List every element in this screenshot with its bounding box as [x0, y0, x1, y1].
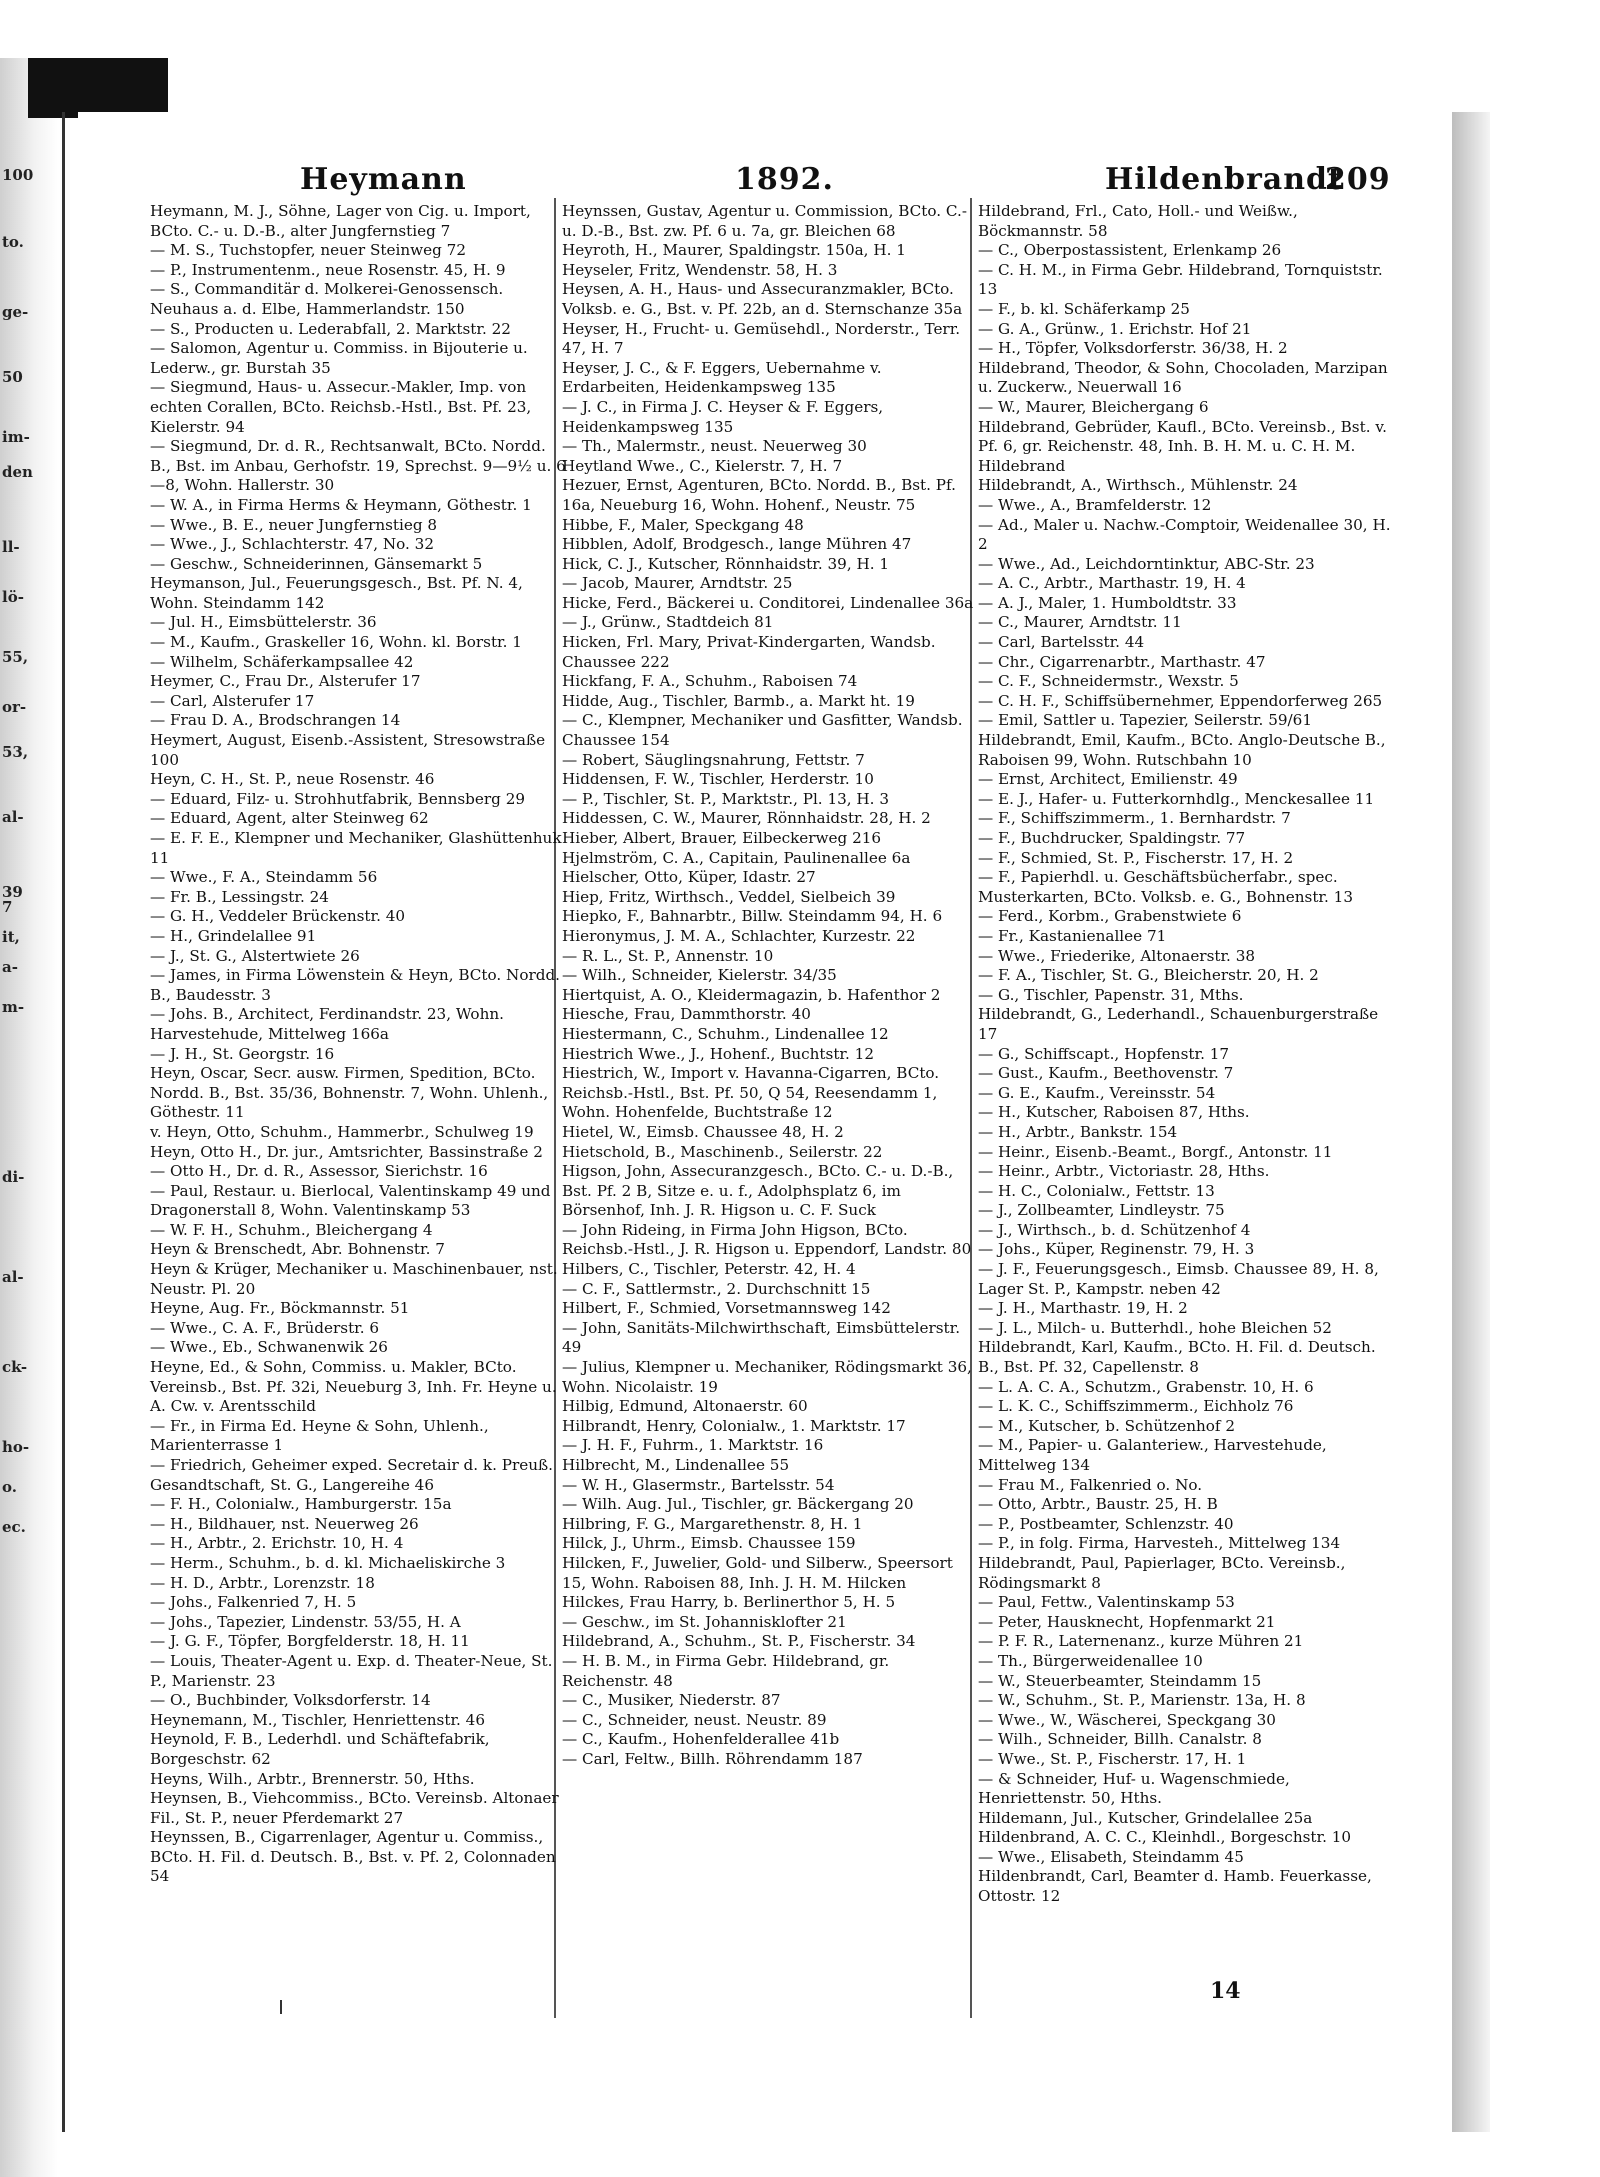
directory-entry: Hiesche, Frau, Dammthorstr. 40: [562, 1005, 811, 1024]
directory-entry: — F. A., Tischler, St. G., Bleicherstr. 20, H. 2: [978, 966, 1319, 985]
directory-entry: — Wwe., St. P., Fischerstr. 17, H. 1: [978, 1749, 1247, 1768]
directory-entry: — Wwe., J., Schlachterstr. 47, No. 32: [150, 535, 434, 554]
directory-entry: — G. A., Grünw., 1. Erichstr. Hof 21: [978, 319, 1252, 338]
directory-entry: — F., Schmied, St. P., Fischerstr. 17, H. 2: [978, 848, 1294, 867]
margin-fragment: al-: [2, 808, 24, 826]
margin-fragment: al-: [2, 1268, 24, 1286]
directory-entry: Heynsen, B., Viehcommiss., BCto. Vereinsb. Altonaer Fil., St. P., neuer Pferdemarkt 27: [150, 1789, 559, 1827]
margin-fragment: den: [2, 463, 33, 481]
directory-entry: — Wilh. Aug. Jul., Tischler, gr. Bäckergang 20: [562, 1495, 914, 1514]
directory-entry: Hibbe, F., Maler, Speckgang 48: [562, 515, 804, 534]
directory-entry: — L. K. C., Schiffszimmerm., Eichholz 76: [978, 1397, 1294, 1416]
directory-entry: — C., Kaufm., Hohenfelderallee 41b: [562, 1730, 840, 1749]
directory-entry: — Wwe., Ad., Leichdorntinktur, ABC-Str. 23: [978, 554, 1315, 573]
directory-entry: — P., in folg. Firma, Harvesteh., Mittelweg 134: [978, 1534, 1341, 1553]
directory-entry: — Frau D. A., Brodschrangen 14: [150, 711, 401, 730]
directory-entry: — Eduard, Filz- u. Strohhutfabrik, Bennsberg 29: [150, 789, 526, 808]
directory-entry: Hildebrand, A., Schuhm., St. P., Fischerstr. 34: [562, 1632, 916, 1651]
directory-entry: — F. H., Colonialw., Hamburgerstr. 15a: [150, 1495, 452, 1514]
margin-fragment: o.: [2, 1478, 17, 1496]
directory-entry: — Wwe., B. E., neuer Jungfernstieg 8: [150, 515, 438, 534]
directory-entry: Hick, C. J., Kutscher, Rönnhaidstr. 39, H. 1: [562, 554, 890, 573]
directory-entry: — Siegmund, Haus- u. Assecur.-Makler, Imp. von echten Corallen, BCto. Reichsb.-Hstl., Bst. Pf. 23, Kielerstr. 94: [150, 378, 532, 436]
directory-entry: Hiestrich, W., Import v. Havanna-Cigarren, BCto. Reichsb.-Hstl., Bst. Pf. 50, Q 54, Reesendamm 1, Wohn. Hohenfelde, Buchtstraße 12: [562, 1064, 940, 1122]
directory-entry: — Louis, Theater-Agent u. Exp. d. Theater-Neue, St. P., Marienstr. 23: [150, 1651, 553, 1690]
directory-entry: — G., Schiffscapt., Hopfenstr. 17: [978, 1044, 1230, 1063]
directory-entry: — C., Maurer, Arndtstr. 11: [978, 613, 1182, 632]
directory-entry: — Otto H., Dr. d. R., Assessor, Sierichstr. 16: [150, 1162, 488, 1181]
margin-fragment: im-: [2, 428, 30, 446]
directory-entry: — Fr., Kastanienallee 71: [978, 926, 1167, 945]
directory-entry: Hiddensen, F. W., Tischler, Herderstr. 10: [562, 770, 874, 789]
directory-entry: Hildebrand, Theodor, & Sohn, Chocoladen, Marzipan u. Zuckerw., Neuerwall 16: [978, 358, 1388, 397]
directory-entry: — J. H. F., Fuhrm., 1. Marktstr. 16: [562, 1436, 824, 1455]
directory-entry: — Johs. B., Architect, Ferdinandstr. 23, Wohn. Harvestehude, Mittelweg 166a: [150, 1005, 504, 1043]
directory-entry: — O., Buchbinder, Volksdorferstr. 14: [150, 1691, 431, 1710]
directory-entry: Hilbring, F. G., Margarethenstr. 8, H. 1: [562, 1514, 863, 1533]
directory-entry: Heyroth, H., Maurer, Spaldingstr. 150a, H. 1: [562, 241, 906, 260]
directory-entry: Hibblen, Adolf, Brodgesch., lange Mühren 47: [562, 535, 912, 554]
directory-entry: Heyser, J. C., & F. Eggers, Uebernahme v. Erdarbeiten, Heidenkampsweg 135: [562, 358, 882, 397]
directory-entry: — Fr., in Firma Ed. Heyne & Sohn, Uhlenh., Marienterrasse 1: [150, 1416, 489, 1455]
directory-entry: Heyn, Oscar, Secr. ausw. Firmen, Spedition, BCto. Nordd. B., Bst. 35/36, Bohnenstr. 7, Wohn. Uhlenh., Göthestr. 11: [150, 1064, 549, 1122]
directory-entry: — W. F. H., Schuhm., Bleichergang 4: [150, 1220, 433, 1239]
directory-entry: — G. H., Veddeler Brückenstr. 40: [150, 907, 406, 926]
directory-entry: — R. L., St. P., Annenstr. 10: [562, 946, 774, 965]
page-edge-shadow: [1452, 112, 1490, 2132]
directory-entry: Hildebrandt, G., Lederhandl., Schauenburgerstraße 17: [978, 1005, 1379, 1043]
directory-entry: — Wwe., C. A. F., Brüderstr. 6: [150, 1318, 380, 1337]
directory-entry: Hilbert, F., Schmied, Vorsetmannsweg 142: [562, 1299, 891, 1318]
directory-entry: Hietel, W., Eimsb. Chaussee 48, H. 2: [562, 1122, 844, 1141]
directory-column-1: [150, 202, 568, 1887]
directory-entry: — J. F., Feuerungsgesch., Eimsb. Chaussee 89, H. 8, Lager St. P., Kampstr. neben 42: [978, 1260, 1379, 1298]
directory-entry: — Johs., Küper, Reginenstr. 79, H. 3: [978, 1240, 1255, 1259]
directory-entry: — C. F., Schneidermstr., Wexstr. 5: [978, 672, 1239, 691]
directory-entry: Hilckes, Frau Harry, b. Berlinerthor 5, H. 5: [562, 1593, 896, 1612]
directory-entry: Hiddessen, C. W., Maurer, Rönnhaidstr. 28, H. 2: [562, 809, 931, 828]
directory-entry: — Peter, Hausknecht, Hopfenmarkt 21: [978, 1612, 1276, 1631]
directory-entry: — Th., Malermstr., neust. Neuerweg 30: [562, 437, 867, 456]
directory-entry: — Robert, Säuglingsnahrung, Fettstr. 7: [562, 750, 865, 769]
directory-entry: — Wwe., Eb., Schwanenwik 26: [150, 1338, 388, 1357]
directory-entry: — C., Musiker, Niederstr. 87: [562, 1691, 781, 1710]
directory-entry: — Emil, Sattler u. Tapezier, Seilerstr. 59/61: [978, 711, 1312, 730]
directory-entry: — W. H., Glasermstr., Bartelsstr. 54: [562, 1475, 835, 1494]
directory-entry: Heynssen, Gustav, Agentur u. Commission, BCto. C.- u. D.-B., Bst. zw. Pf. 6 u. 7a, gr. Bleichen 68: [562, 202, 967, 240]
directory-entry: Hilbers, C., Tischler, Peterstr. 42, H. 4: [562, 1260, 856, 1279]
directory-entry: — Julius, Klempner u. Mechaniker, Rödingsmarkt 36, Wohn. Nicolaistr. 19: [562, 1358, 972, 1396]
directory-entry: Hilck, J., Uhrm., Eimsb. Chaussee 159: [562, 1534, 856, 1553]
directory-entry: Hiestrich Wwe., J., Hohenf., Buchtstr. 12: [562, 1044, 874, 1063]
directory-entry: Heyne, Ed., & Sohn, Commiss. u. Makler, BCto. Vereinsb., Bst. Pf. 32i, Neueburg 3, Inh. Fr. Heyne u. A. Cw. v. Arentsschild: [150, 1358, 557, 1416]
print-mark: [280, 2000, 282, 2014]
directory-entry: — C., Oberpostassistent, Erlenkamp 26: [978, 241, 1282, 260]
directory-entry: — J. H., St. Georgstr. 16: [150, 1044, 335, 1063]
margin-fragment: di-: [2, 1168, 25, 1186]
directory-entry: — P., Instrumentenm., neue Rosenstr. 45, H. 9: [150, 260, 506, 279]
directory-entry: — Heinr., Eisenb.-Beamt., Borgf., Antonstr. 11: [978, 1142, 1333, 1161]
directory-entry: Hildebrandt, Emil, Kaufm., BCto. Anglo-Deutsche B., Raboisen 99, Wohn. Rutschbahn 10: [978, 731, 1386, 769]
directory-entry: Hilbrecht, M., Lindenallee 55: [562, 1456, 790, 1474]
header-left-keyword: Heymann: [300, 162, 467, 197]
directory-entry: — & Schneider, Huf- u. Wagenschmiede, Henriettenstr. 50, Hths.: [978, 1769, 1290, 1808]
directory-entry: Hilcken, F., Juwelier, Gold- und Silberw., Speersort 15, Wohn. Raboisen 88, Inh. J. H. M. Hilcken: [562, 1553, 953, 1592]
directory-entry: Hicke, Ferd., Bäckerei u. Conditorei, Lindenallee 36a: [562, 593, 974, 612]
directory-entry: — Geschw., im St. Johannisklofter 21: [562, 1612, 847, 1631]
directory-entry: — W., Steuerbeamter, Steindamm 15: [978, 1671, 1262, 1690]
directory-entry: — Wwe., Friederike, Altonaerstr. 38: [978, 946, 1256, 965]
directory-entry: — Geschw., Schneiderinnen, Gänsemarkt 5: [150, 554, 483, 573]
directory-entry: Hiep, Fritz, Wirthsch., Veddel, Sielbeich 39: [562, 887, 896, 906]
directory-entry: — Siegmund, Dr. d. R., Rechtsanwalt, BCto. Nordd. B., Bst. im Anbau, Gerhofstr. 19, Sprechst. 9—9½ u. 6—8, Wohn. Hallerstr. 30: [150, 437, 566, 495]
directory-entry: — Jul. H., Eimsbüttelerstr. 36: [150, 613, 377, 632]
directory-entry: — Wilh., Schneider, Kielerstr. 34/35: [562, 966, 837, 985]
directory-entry: — F., Buchdrucker, Spaldingstr. 77: [978, 829, 1246, 847]
directory-entry: — P., Tischler, St. P., Marktstr., Pl. 13, H. 3: [562, 789, 889, 808]
directory-entry: Hildenbrand, A. C. C., Kleinhdl., Borgeschstr. 10: [978, 1828, 1352, 1847]
directory-entry: — Carl, Feltw., Billh. Röhrendamm 187: [562, 1749, 863, 1768]
left-page-margin-fragments: [0, 118, 58, 2018]
directory-entry: — John Rideing, in Firma John Higson, BCto. Reichsb.-Hstl., J. R. Higson u. Eppendorf, Landstr. 80: [562, 1220, 972, 1259]
scan-background: [28, 58, 1218, 116]
directory-entry: — Johs., Tapezier, Lindenstr. 53/55, H. A: [150, 1612, 461, 1631]
directory-entry: Heyn & Brenschedt, Abr. Bohnenstr. 7: [150, 1240, 445, 1259]
directory-entry: Hildebrandt, Paul, Papierlager, BCto. Vereinsb., Rödingsmarkt 8: [978, 1553, 1346, 1592]
directory-entry: Hildebrandt, A., Wirthsch., Mühlenstr. 24: [978, 476, 1298, 495]
directory-entry: Heymer, C., Frau Dr., Alsterufer 17: [150, 672, 421, 691]
footer-signature-number: 14: [1210, 1978, 1241, 2004]
margin-fragment: m-: [2, 998, 25, 1016]
directory-entry: — Fr. B., Lessingstr. 24: [150, 887, 329, 906]
margin-fragment: ec.: [2, 1518, 26, 1536]
directory-entry: — Jacob, Maurer, Arndtstr. 25: [562, 574, 793, 593]
directory-entry: — Paul, Restaur. u. Bierlocal, Valentinskamp 49 und Dragonerstall 8, Wohn. Valentinskamp 53: [150, 1181, 551, 1220]
directory-entry: — L. A. C. A., Schutzm., Grabenstr. 10, H. 6: [978, 1377, 1314, 1396]
directory-entry: Hildebrand, Gebrüder, Kaufl., BCto. Vereinsb., Bst. v. Pf. 6, gr. Reichenstr. 48, Inh. B. H. M. u. C. H. M. Hildebrand: [978, 417, 1387, 475]
directory-entry: — E. J., Hafer- u. Futterkornhdlg., Menckesallee 11: [978, 789, 1375, 808]
directory-entry: — F., Papierhdl. u. Geschäftsbücherfabr., spec. Musterkarten, BCto. Volksb. e. G., Bohnenstr. 13: [978, 868, 1353, 906]
directory-entry: — J. C., in Firma J. C. Heyser & F. Eggers, Heidenkampsweg 135: [562, 397, 884, 436]
directory-entry: Hildemann, Jul., Kutscher, Grindelallee 25a: [978, 1808, 1313, 1827]
directory-entry: — C., Schneider, neust. Neustr. 89: [562, 1710, 827, 1729]
directory-entry: Heyne, Aug. Fr., Böckmannstr. 51: [150, 1299, 410, 1318]
directory-entry: Hildebrand, Frl., Cato, Holl.- und Weißw., Böckmannstr. 58: [978, 202, 1298, 240]
directory-entry: — J. H., Marthastr. 19, H. 2: [978, 1299, 1188, 1318]
directory-entry: Hiepko, F., Bahnarbtr., Billw. Steindamm 94, H. 6: [562, 907, 943, 926]
directory-entry: — F., b. kl. Schäferkamp 25: [978, 299, 1190, 318]
margin-fragment: ho-: [2, 1438, 30, 1456]
directory-entry: — J. L., Milch- u. Butterhdl., hohe Bleichen 52: [978, 1318, 1332, 1337]
directory-entry: Hildebrandt, Karl, Kaufm., BCto. H. Fil. d. Deutsch. B., Bst. Pf. 32, Capellenstr. 8: [978, 1338, 1376, 1377]
directory-entry: Hieronymus, J. M. A., Schlachter, Kurzestr. 22: [562, 926, 916, 945]
directory-entry: Hickfang, F. A., Schuhm., Raboisen 74: [562, 672, 858, 691]
directory-entry: — Wwe., Elisabeth, Steindamm 45: [978, 1847, 1244, 1866]
directory-entry: Heyn & Krüger, Mechaniker u. Maschinenbauer, nst. Neustr. Pl. 20: [150, 1260, 558, 1298]
directory-entry: — Carl, Alsterufer 17: [150, 691, 315, 710]
margin-fragment: 55,: [2, 648, 29, 666]
directory-entry: Heyns, Wilh., Arbtr., Brennerstr. 50, Hths.: [150, 1769, 475, 1788]
directory-entry: — M. S., Tuchstopfer, neuer Steinweg 72: [150, 241, 467, 260]
directory-entry: — J., Grünw., Stadtdeich 81: [562, 613, 774, 632]
margin-fragment: 50: [2, 368, 23, 386]
directory-entry: — Otto, Arbtr., Baustr. 25, H. B: [978, 1495, 1218, 1514]
directory-column-3: [978, 202, 1396, 1907]
directory-entry: — Johs., Falkenried 7, H. 5: [150, 1593, 357, 1612]
directory-entry: — P. F. R., Laternenanz., kurze Mühren 21: [978, 1632, 1304, 1651]
directory-entry: Heymert, August, Eisenb.-Assistent, Stresowstraße 100: [150, 731, 546, 769]
margin-fragment: 39: [2, 883, 23, 901]
directory-entry: — S., Commanditär d. Molkerei-Genossensch. Neuhaus a. d. Elbe, Hammerlandstr. 150: [150, 280, 504, 318]
margin-fragment: 53,: [2, 743, 29, 761]
directory-entry: — H., Arbtr., Bankstr. 154: [978, 1122, 1178, 1141]
directory-entry: — F., Schiffszimmerm., 1. Bernhardstr. 7: [978, 809, 1291, 828]
margin-fragment: a-: [2, 958, 18, 976]
directory-entry: v. Heyn, Otto, Schuhm., Hammerbr., Schulweg 19: [150, 1122, 534, 1141]
directory-entry: Hildenbrandt, Carl, Beamter d. Hamb. Feuerkasse, Ottostr. 12: [978, 1867, 1372, 1906]
directory-column-2: [562, 202, 980, 1770]
directory-entry: — Eduard, Agent, alter Steinweg 62: [150, 809, 429, 828]
margin-fragment: ll-: [2, 538, 20, 556]
directory-entry: Hielscher, Otto, Küper, Idastr. 27: [562, 868, 816, 887]
directory-entry: Hilbrandt, Henry, Colonialw., 1. Marktstr. 17: [562, 1416, 906, 1435]
directory-entry: Heynssen, B., Cigarrenlager, Agentur u. Commiss., BCto. H. Fil. d. Deutsch. B., Bst. v. Pf. 2, Colonnaden 54: [150, 1828, 556, 1886]
directory-entry: — Paul, Fettw., Valentinskamp 53: [978, 1593, 1235, 1612]
directory-entry: — J., Wirthsch., b. d. Schützenhof 4: [978, 1220, 1251, 1239]
spine-line: [62, 112, 65, 2132]
directory-entry: — C. H. F., Schiffsübernehmer, Eppendorferweg 265: [978, 691, 1383, 710]
directory-entry: — Salomon, Agentur u. Commiss. in Bijouterie u. Lederw., gr. Burstah 35: [150, 339, 528, 377]
directory-entry: — H., Bildhauer, nst. Neuerweg 26: [150, 1514, 419, 1533]
directory-entry: — W., Schuhm., St. P., Marienstr. 13a, H. 8: [978, 1691, 1306, 1710]
directory-entry: — James, in Firma Löwenstein & Heyn, BCto. Nordd. B., Baudesstr. 3: [150, 966, 561, 1004]
margin-fragment: it,: [2, 928, 20, 946]
directory-entry: — Ferd., Korbm., Grabenstwiete 6: [978, 907, 1242, 926]
directory-entry: — Herm., Schuhm., b. d. kl. Michaeliskirche 3: [150, 1553, 506, 1572]
black-corner-tab: [28, 58, 168, 118]
directory-entry: — C. F., Sattlermstr., 2. Durchschnitt 15: [562, 1279, 871, 1298]
directory-entry: Hiertquist, A. O., Kleidermagazin, b. Hafenthor 2: [562, 985, 941, 1004]
header-right-keyword: Hildenbrandt: [1105, 162, 1343, 197]
directory-entry: — John, Sanitäts-Milchwirthschaft, Eimsbüttelerstr. 49: [562, 1318, 961, 1357]
margin-fragment: 100: [2, 166, 34, 184]
directory-entry: — H., Grindelallee 91: [150, 926, 317, 945]
directory-entry: — S., Producten u. Lederabfall, 2. Marktstr. 22: [150, 319, 511, 338]
directory-entry: Heytland Wwe., C., Kielerstr. 7, H. 7: [562, 456, 843, 475]
directory-entry: — Wilhelm, Schäferkampsallee 42: [150, 652, 414, 671]
directory-entry: — M., Kutscher, b. Schützenhof 2: [978, 1416, 1236, 1435]
directory-entry: — Heinr., Arbtr., Victoriastr. 28, Hths.: [978, 1162, 1270, 1181]
directory-entry: Hicken, Frl. Mary, Privat-Kindergarten, Wandsb. Chaussee 222: [562, 633, 936, 671]
directory-entry: — H. D., Arbtr., Lorenzstr. 18: [150, 1573, 375, 1592]
directory-entry: — H. C., Colonialw., Fettstr. 13: [978, 1181, 1215, 1200]
margin-fragment: 7: [2, 898, 13, 916]
directory-entry: Heymann, M. J., Söhne, Lager von Cig. u. Import, BCto. C.- u. D.-B., alter Jungfernstieg 7: [150, 202, 531, 240]
directory-entry: — Wilh., Schneider, Billh. Canalstr. 8: [978, 1730, 1262, 1749]
margin-fragment: ge-: [2, 303, 29, 321]
directory-entry: — J., Zollbeamter, Lindleystr. 75: [978, 1201, 1225, 1220]
directory-entry: Hieber, Albert, Brauer, Eilbeckerweg 216: [562, 829, 882, 847]
directory-entry: — G., Tischler, Papenstr. 31, Mths.: [978, 985, 1244, 1004]
directory-entry: Hiestermann, C., Schuhm., Lindenallee 12: [562, 1024, 889, 1043]
directory-entry: — H., Arbtr., 2. Erichstr. 10, H. 4: [150, 1534, 404, 1553]
directory-entry: Heysen, A. H., Haus- und Assecuranzmakler, BCto. Volksb. e. G., Bst. v. Pf. 22b, an d. Sternschanze 35a: [562, 280, 963, 318]
margin-fragment: ck-: [2, 1358, 28, 1376]
directory-entry: — C., Klempner, Mechaniker und Gasfitter, Wandsb. Chaussee 154: [562, 711, 963, 750]
directory-entry: — Carl, Bartelsstr. 44: [978, 633, 1145, 652]
directory-entry: — A. C., Arbtr., Marthastr. 19, H. 4: [978, 574, 1246, 593]
directory-entry: Hilbig, Edmund, Altonaerstr. 60: [562, 1397, 808, 1416]
directory-entry: — G. E., Kaufm., Vereinsstr. 54: [978, 1083, 1216, 1102]
directory-entry: Hidde, Aug., Tischler, Barmb., a. Markt ht. 19: [562, 691, 915, 710]
margin-fragment: lö-: [2, 588, 24, 606]
margin-fragment: or-: [2, 698, 27, 716]
directory-entry: Heynold, F. B., Lederhdl. und Schäftefabrik, Borgeschstr. 62: [150, 1730, 490, 1768]
directory-entry: — Wwe., W., Wäscherei, Speckgang 30: [978, 1710, 1276, 1729]
directory-entry: — Friedrich, Geheimer exped. Secretair d. k. Preuß. Gesandtschaft, St. G., Langereihe 46: [150, 1456, 554, 1494]
directory-entry: — Ernst, Architect, Emilienstr. 49: [978, 770, 1238, 789]
directory-entry: Hezuer, Ernst, Agenturen, BCto. Nordd. B., Bst. Pf. 16a, Neueburg 16, Wohn. Hohenf., Neustr. 75: [562, 476, 956, 514]
directory-entry: Hjelmström, C. A., Capitain, Paulinenallee 6a: [562, 848, 911, 867]
directory-entry: — J. G. F., Töpfer, Borgfelderstr. 18, H. 11: [150, 1632, 470, 1651]
page-number: 209: [1325, 162, 1391, 197]
directory-entry: — Chr., Cigarrenarbtr., Marthastr. 47: [978, 652, 1266, 671]
directory-entry: — H., Kutscher, Raboisen 87, Hths.: [978, 1103, 1250, 1122]
directory-entry: — Gust., Kaufm., Beethovenstr. 7: [978, 1064, 1234, 1083]
directory-entry: — E. F. E., Klempner und Mechaniker, Glashüttenhuk 11: [150, 829, 562, 867]
directory-entry: — W., Maurer, Bleichergang 6: [978, 397, 1209, 416]
header-year: 1892.: [735, 162, 834, 197]
directory-entry: — Ad., Maler u. Nachw.-Comptoir, Weidenallee 30, H. 2: [978, 515, 1391, 554]
directory-entry: — Th., Bürgerweidenallee 10: [978, 1651, 1203, 1670]
margin-fragment: to.: [2, 233, 24, 251]
directory-entry: — H. B. M., in Firma Gebr. Hildebrand, gr. Reichenstr. 48: [562, 1651, 890, 1690]
directory-entry: Heynemann, M., Tischler, Henriettenstr. 46: [150, 1710, 486, 1729]
directory-entry: — M., Kaufm., Graskeller 16, Wohn. kl. Borstr. 1: [150, 633, 522, 652]
directory-entry: — A. J., Maler, 1. Humboldtstr. 33: [978, 593, 1237, 612]
directory-entry: — M., Papier- u. Galanteriew., Harvestehude, Mittelweg 134: [978, 1436, 1327, 1474]
directory-entry: Heyser, H., Frucht- u. Gemüsehdl., Norderstr., Terr. 47, H. 7: [562, 319, 961, 358]
directory-entry: — P., Postbeamter, Schlenzstr. 40: [978, 1514, 1234, 1533]
directory-entry: — Wwe., F. A., Steindamm 56: [150, 868, 378, 887]
directory-entry: Heymanson, Jul., Feuerungsgesch., Bst. Pf. N. 4, Wohn. Steindamm 142: [150, 574, 523, 612]
directory-entry: Hietschold, B., Maschinenb., Seilerstr. 22: [562, 1142, 883, 1161]
directory-entry: — C. H. M., in Firma Gebr. Hildebrand, Tornquiststr. 13: [978, 260, 1383, 299]
directory-entry: — Frau M., Falkenried o. No.: [978, 1475, 1203, 1494]
directory-entry: Higson, John, Assecuranzgesch., BCto. C.- u. D.-B., Bst. Pf. 2 B, Sitze e. u. f., Adolphsplatz 6, im Börsenhof, Inh. J. R. Higson u. C. F. Suck: [562, 1162, 954, 1220]
directory-entry: Heyn, C. H., St. P., neue Rosenstr. 46: [150, 770, 435, 789]
directory-entry: Heyseler, Fritz, Wendenstr. 58, H. 3: [562, 260, 838, 279]
directory-entry: — H., Töpfer, Volksdorferstr. 36/38, H. 2: [978, 339, 1288, 358]
directory-entry: — J., St. G., Alstertwiete 26: [150, 946, 360, 965]
directory-entry: — W. A., in Firma Herms & Heymann, Göthestr. 1: [150, 495, 532, 514]
directory-entry: — Wwe., A., Bramfelderstr. 12: [978, 495, 1212, 514]
directory-entry: Heyn, Otto H., Dr. jur., Amtsrichter, Bassinstraße 2: [150, 1142, 543, 1161]
